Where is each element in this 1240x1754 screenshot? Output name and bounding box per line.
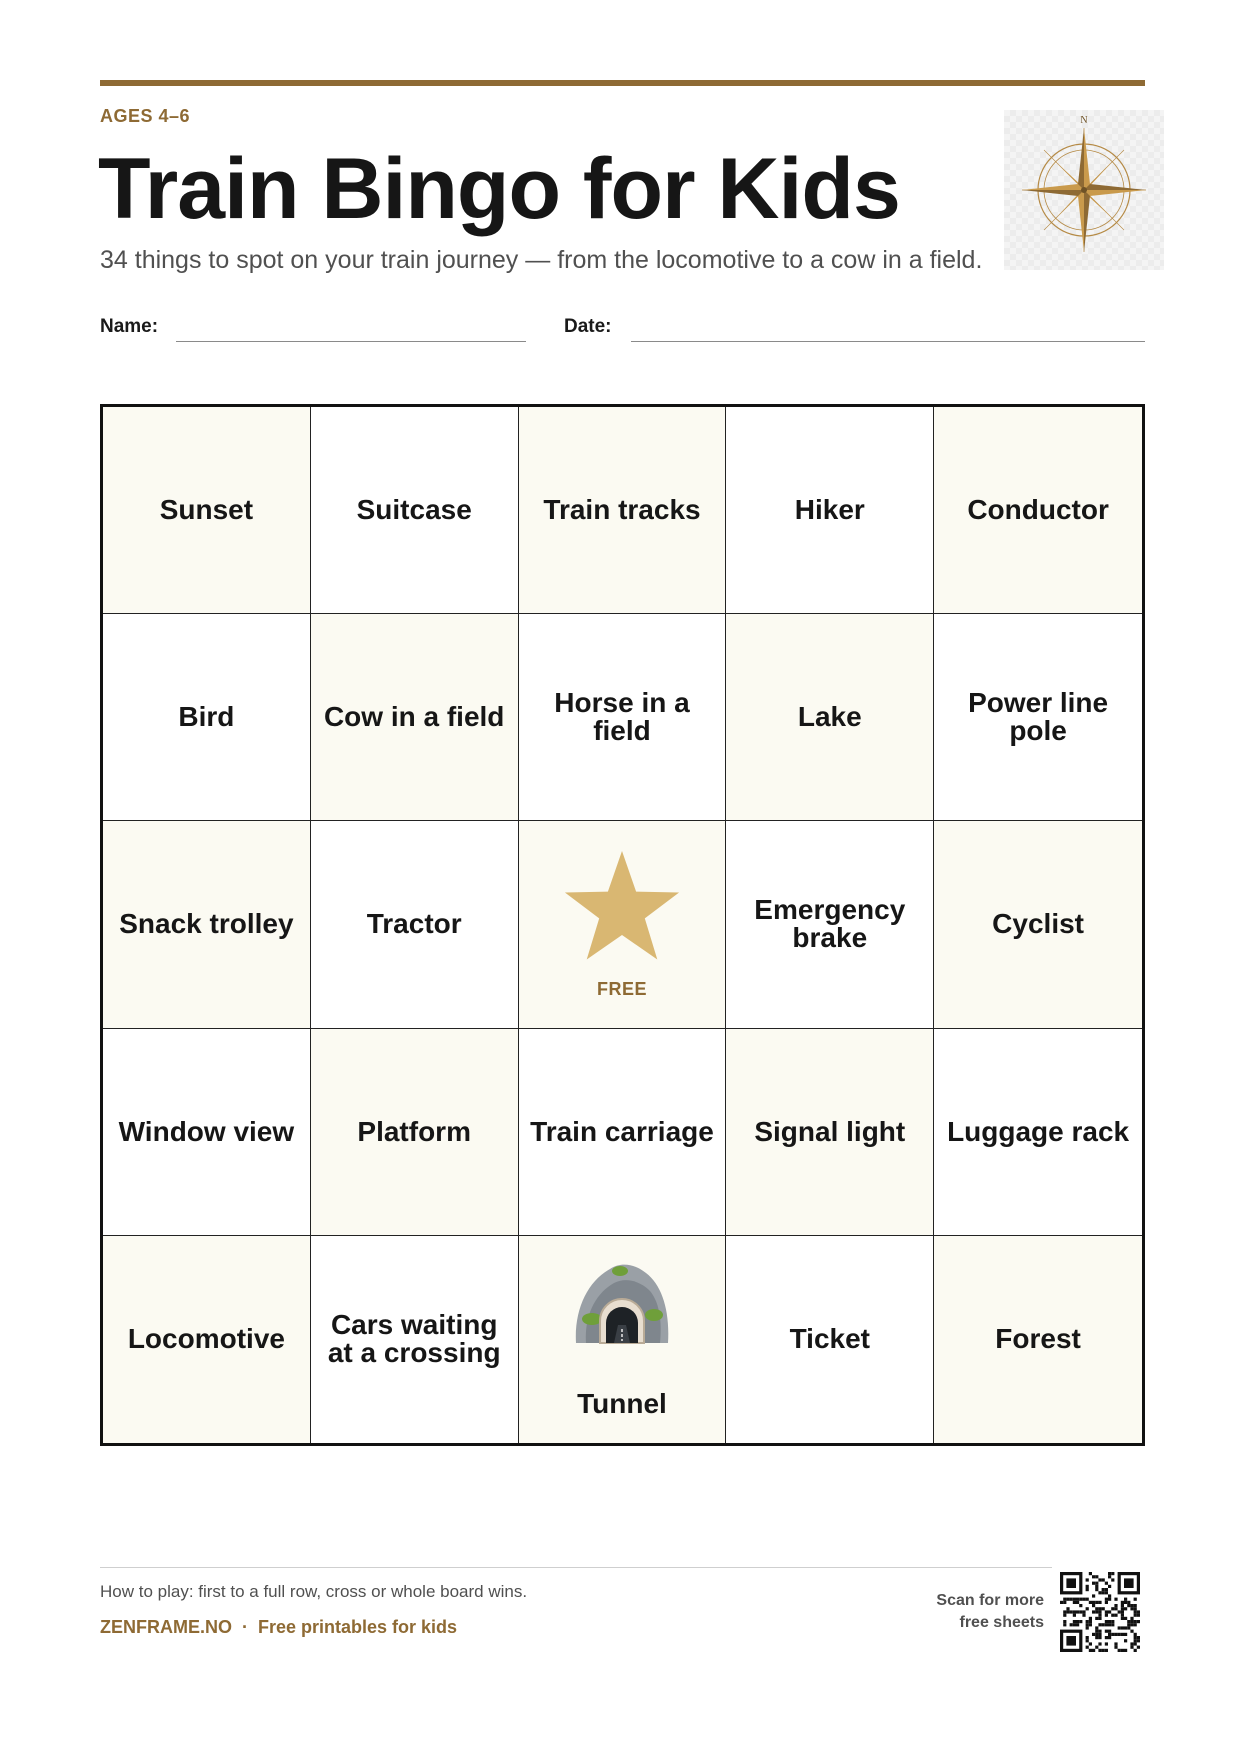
scan-line-1: Scan for more (936, 1592, 1044, 1609)
cell-label: Locomotive (127, 1323, 285, 1355)
top-accent-bar (100, 80, 1145, 86)
age-range-label: AGES 4–6 (100, 106, 191, 126)
compass-rose-icon (1004, 110, 1164, 270)
brand-tagline: Free printables for kids (258, 1617, 458, 1637)
free-label: FREE (596, 978, 647, 999)
cell-label: Power line pole (968, 687, 1109, 747)
bingo-cell[interactable] (934, 1029, 1142, 1236)
bingo-cell[interactable] (103, 1029, 311, 1236)
bingo-cell[interactable] (934, 821, 1142, 1028)
bingo-cell[interactable] (311, 614, 519, 821)
cell-label: Luggage rack (947, 1115, 1130, 1147)
bingo-cell[interactable] (311, 821, 519, 1028)
name-line[interactable] (176, 341, 526, 342)
cell-label: Emergency brake (754, 894, 906, 954)
bingo-cell[interactable] (519, 821, 727, 1028)
date-line[interactable] (631, 341, 1145, 342)
bingo-cell[interactable] (726, 614, 934, 821)
how-to-play-text: How to play: first to a full row, cross or whole board wins. (100, 1582, 528, 1601)
bingo-cell[interactable] (726, 821, 934, 1028)
brand-name[interactable]: ZENFRAME.NO (100, 1617, 232, 1637)
page-title: Train Bingo for Kids (98, 141, 900, 237)
cell-label: Conductor (967, 494, 1109, 526)
cell-label: Train carriage (530, 1115, 714, 1147)
bingo-cell[interactable] (519, 1029, 727, 1236)
bingo-cell[interactable] (311, 407, 519, 614)
cell-label: Window view (118, 1115, 295, 1147)
bingo-cell[interactable] (103, 407, 311, 614)
cell-label: Bird (178, 701, 235, 733)
bingo-cell[interactable] (934, 1236, 1142, 1443)
cell-label: Forest (995, 1323, 1081, 1355)
star-icon (561, 849, 683, 965)
cell-label: Tractor (366, 908, 462, 940)
bingo-cell[interactable] (519, 614, 727, 821)
bingo-cell[interactable] (519, 1236, 727, 1443)
bingo-cell[interactable] (726, 407, 934, 614)
cell-label: Cow in a field (323, 701, 505, 733)
cell-label: Platform (357, 1115, 471, 1147)
bingo-board (100, 404, 1145, 1446)
bingo-cell[interactable] (519, 407, 727, 614)
cell-label: Cars waiting at a crossing (327, 1309, 501, 1369)
bingo-cell[interactable] (726, 1029, 934, 1236)
cell-label: Suitcase (356, 494, 472, 526)
cell-label: Ticket (789, 1323, 870, 1355)
name-label: Name: (100, 316, 159, 337)
bingo-cell[interactable] (103, 821, 311, 1028)
bingo-cell[interactable] (103, 1236, 311, 1443)
brand-separator: · (242, 1617, 248, 1637)
cell-label: Lake (797, 701, 862, 733)
bingo-cell[interactable] (311, 1236, 519, 1443)
cell-label: Cyclist (992, 908, 1084, 940)
cell-label: Hiker (794, 494, 865, 526)
cell-label: Sunset (159, 494, 254, 526)
tunnel-icon (570, 1259, 674, 1354)
page-subtitle: 34 things to spot on your train journey — from the locomotive to a cow in a field. (100, 246, 983, 274)
cell-label: Tunnel (577, 1387, 667, 1419)
scan-caption (936, 1590, 1044, 1634)
date-label: Date: (564, 316, 612, 337)
cell-label: Horse in a field (554, 687, 690, 747)
brand-line (100, 1617, 457, 1638)
svg-text:N: N (1080, 115, 1088, 126)
bingo-cell[interactable] (103, 614, 311, 821)
cell-label: Signal light (754, 1115, 906, 1147)
bingo-cell[interactable] (934, 614, 1142, 821)
footer-divider (100, 1567, 1052, 1568)
scan-line-2: free sheets (959, 1614, 1044, 1631)
cell-label: Snack trolley (119, 908, 294, 940)
bingo-cell[interactable] (726, 1236, 934, 1443)
cell-label: Train tracks (543, 494, 701, 526)
bingo-cell[interactable] (934, 407, 1142, 614)
bingo-cell[interactable] (311, 1029, 519, 1236)
qr-code-icon[interactable] (1060, 1572, 1140, 1652)
